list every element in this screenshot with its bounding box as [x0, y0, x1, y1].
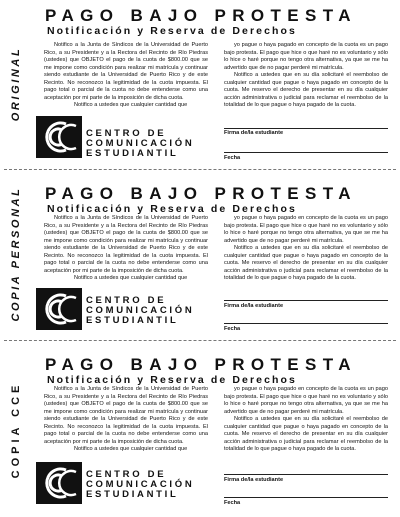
org-name: [86, 296, 216, 326]
cce-logo: [36, 458, 86, 508]
notice-left-column: [44, 42, 208, 110]
notice-left-column: [44, 215, 208, 283]
form-subtitle: Notificación y Reserva de Derechos: [47, 374, 297, 386]
cce-logo: [36, 284, 86, 334]
form-copia-cce: [0, 342, 400, 517]
date-line[interactable]: [224, 497, 388, 498]
notice-right-column: [224, 42, 388, 110]
notice-right-column: [224, 386, 388, 454]
notice-closing-line: Notifico a ustedes que cualquier cantidad que: [74, 275, 188, 282]
notice-left-column: [44, 386, 208, 454]
notice-paragraph-refund: Notifico a ustedes que en su día solicitaré el reembolso de cualquier cantidad que pague o haya pagado en concepto de la cuota. Me reservo el derecho de presentar en su día cualquier acción administrativa o judicial para reclamar el reembolso de la totalidad de lo que pague o haya pagado de la cuota.: [224, 416, 388, 453]
form-title: PAGO BAJO PROTESTA: [45, 184, 357, 203]
org-name: [86, 470, 216, 500]
org-name-line-3: ESTUDIANTIL: [86, 315, 179, 326]
copy-tab-label: ORIGINAL: [10, 46, 22, 122]
date-line[interactable]: [224, 152, 388, 153]
date-label: Fecha: [224, 326, 241, 332]
form-original: [0, 0, 400, 168]
org-name-line-2: COMUNICACIÓN: [86, 305, 195, 316]
notice-paragraph-protest: yo pague o haya pagado en concepto de la cuota es un pago bajo protesta. El pago que hice o que haré no es voluntario y sólo lo hice o haré porque no tengo otra alternativa, ya que se me ha advertido que de no pagar perderé mi matrícula.: [224, 42, 388, 71]
copy-tab: [3, 0, 29, 168]
org-name-line-2: COMUNICACIÓN: [86, 138, 195, 149]
org-name-line-1: CENTRO DE: [86, 295, 167, 306]
notice-paragraph: Notifico a la Junta de Síndicos de la Universidad de Puerto Rico, a su Presidente y a la Rectora del Recinto de Río Piedras (ustedes) que OBJETO el pago de la cuota de $800.00 que se me impone como condición para realizar mi matrícula y continuar siendo estudiante de la Universidad de Puerto Rico y de este Recinto. No reconozco la legitimidad de la cuota impuesta. El pago total o parcial de la cuota no debe entenderse como una aceptación por mi parte de la imposición de dicha cuota.: [44, 386, 208, 445]
org-name-line-2: COMUNICACIÓN: [86, 479, 195, 490]
signature-line[interactable]: [224, 474, 388, 475]
org-name-line-3: ESTUDIANTIL: [86, 148, 179, 159]
form-copia-personal: [0, 171, 400, 337]
signature-label: Firma de/la estudiante: [224, 477, 284, 483]
notice-paragraph: Notifico a la Junta de Síndicos de la Universidad de Puerto Rico, a su Presidente y a la Rectora del Recinto de Río Piedras (ustedes) que OBJETO el pago de la cuota de $800.00 que se me impone como condición para realizar mi matrícula y continuar siendo estudiante de la Universidad de Puerto Rico y de este Recinto. No reconozco la legitimidad de la cuota impuesta. El pago total o parcial de la cuota no debe entenderse como una aceptación por mi parte de la imposición de dicha cuota.: [44, 42, 208, 101]
org-name-line-1: CENTRO DE: [86, 469, 167, 480]
notice-closing-line: Notifico a ustedes que cualquier cantidad que: [74, 102, 188, 109]
copy-tab-label: COPIA CCE: [10, 381, 22, 478]
org-name: [86, 129, 216, 159]
notice-paragraph-refund: Notifico a ustedes que en su día solicitaré el reembolso de cualquier cantidad que pague o haya pagado en concepto de la cuota. Me reservo el derecho de presentar en su día cualquier acción administrativa o judicial para reclamar el reembolso de la totalidad de lo que pague o haya pagado de la cuota.: [224, 245, 388, 282]
form-subtitle: Notificación y Reserva de Derechos: [47, 25, 297, 37]
notice-right-column: [224, 215, 388, 283]
copy-tab: [3, 342, 29, 517]
signature-line[interactable]: [224, 300, 388, 301]
form-subtitle: Notificación y Reserva de Derechos: [47, 203, 297, 215]
notice-paragraph: Notifico a la Junta de Síndicos de la Universidad de Puerto Rico, a su Presidente y a la Rectora del Recinto de Río Piedras (ustedes) que OBJETO el pago de la cuota de $800.00 que se me impone como condición para realizar mi matrícula y continuar siendo estudiante de la Universidad de Puerto Rico y de este Recinto. No reconozco la legitimidad de la cuota impuesta. El pago total o parcial de la cuota no debe entenderse como una aceptación por mi parte de la imposición de dicha cuota.: [44, 215, 208, 274]
signature-label: Firma de/la estudiante: [224, 303, 284, 309]
cut-line: [4, 169, 396, 170]
cce-logo: [36, 112, 86, 162]
notice-paragraph-refund: Notifico a ustedes que en su día solicitaré el reembolso de cualquier cantidad que pague o haya pagado en concepto de la cuota. Me reservo el derecho de presentar en su día cualquier acción administrativa o judicial para reclamar el reembolso de la totalidad de lo que pague o haya pagado de la cuota.: [224, 72, 388, 109]
date-label: Fecha: [224, 155, 241, 161]
notice-paragraph-protest: yo pague o haya pagado en concepto de la cuota es un pago bajo protesta. El pago que hice o que haré no es voluntario y sólo lo hice o haré porque no tengo otra alternativa, ya que se me ha advertido que de no pagar perderé mi matrícula.: [224, 386, 388, 415]
notice-closing-line: Notifico a ustedes que cualquier cantidad que: [74, 446, 188, 453]
org-name-line-3: ESTUDIANTIL: [86, 489, 179, 500]
org-name-line-1: CENTRO DE: [86, 128, 167, 139]
cut-line: [4, 340, 396, 341]
form-title: PAGO BAJO PROTESTA: [45, 6, 357, 25]
date-label: Fecha: [224, 500, 241, 506]
copy-tab: [3, 171, 29, 337]
date-line[interactable]: [224, 323, 388, 324]
notice-paragraph-protest: yo pague o haya pagado en concepto de la cuota es un pago bajo protesta. El pago que hice o que haré no es voluntario y sólo lo hice o haré porque no tengo otra alternativa, ya que se me ha advertido que de no pagar perderé mi matrícula.: [224, 215, 388, 244]
signature-line[interactable]: [224, 128, 388, 129]
form-title: PAGO BAJO PROTESTA: [45, 355, 357, 374]
copy-tab-label: COPIA PERSONAL: [10, 186, 22, 322]
signature-label: Firma de/la estudiante: [224, 130, 284, 136]
